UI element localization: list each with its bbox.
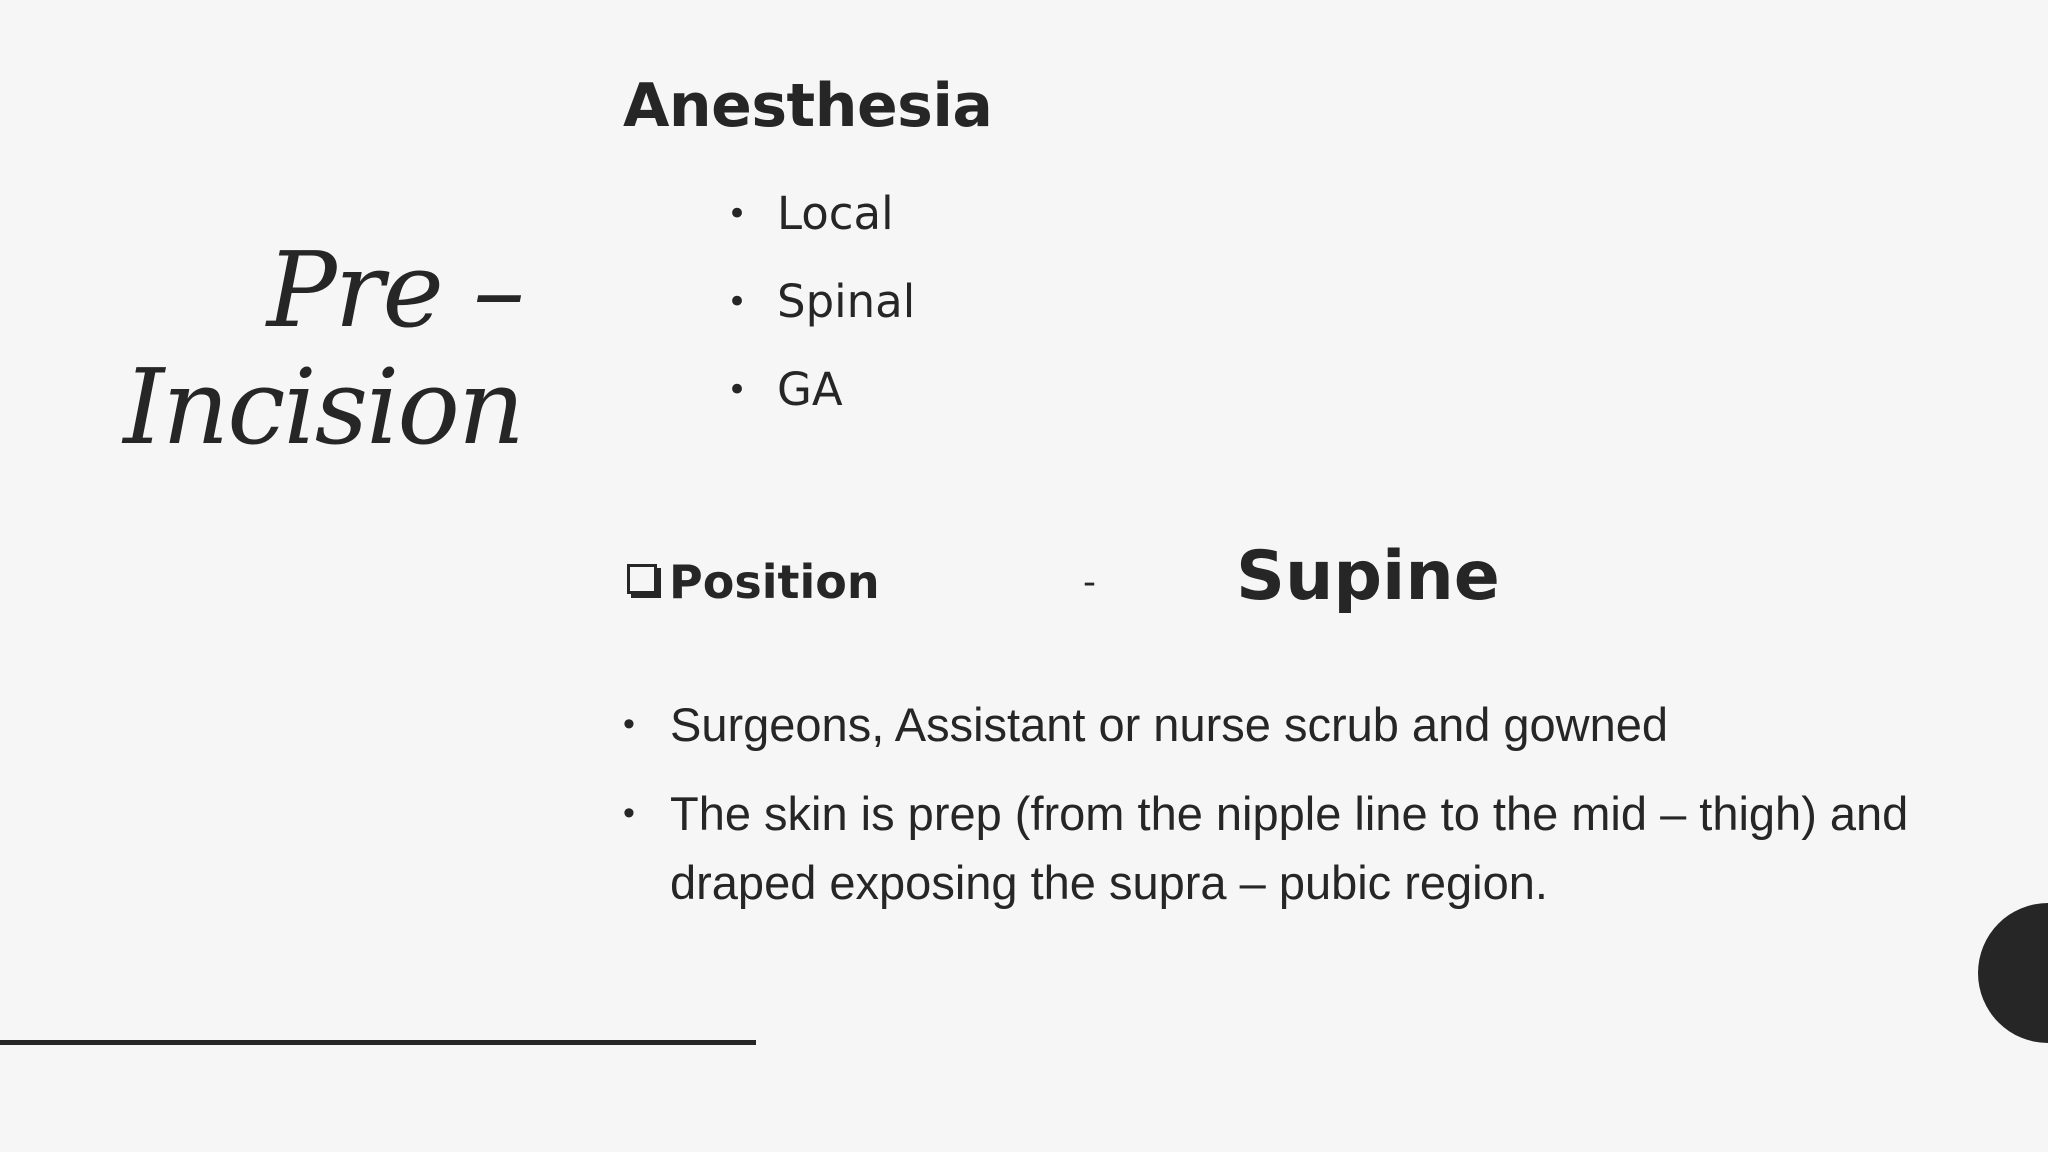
anesthesia-heading: Anesthesia: [623, 71, 993, 141]
anesthesia-item-spinal: Spinal: [777, 275, 916, 328]
steps-list: [623, 690, 1923, 937]
list-item: [727, 170, 915, 258]
step-skin-prep: The skin is prep (from the nipple line to the mid – thigh) and draped exposing the supra – pubic region.: [670, 787, 1909, 909]
slide-title: [83, 229, 523, 468]
anesthesia-item-ga: GA: [777, 363, 843, 416]
title-line-1: Pre –: [266, 229, 523, 351]
decorative-circle: [1978, 903, 2048, 1043]
bullet-icon: •: [623, 705, 635, 743]
position-row: [623, 537, 1523, 630]
position-value: Supine: [1236, 537, 1500, 616]
bullet-icon: •: [727, 194, 748, 234]
bullet-icon: •: [727, 370, 748, 410]
position-label: Position: [669, 555, 880, 609]
bullet-icon: •: [623, 794, 635, 832]
list-item: [623, 779, 1923, 917]
step-scrub: Surgeons, Assistant or nurse scrub and gowned: [670, 698, 1669, 751]
bullet-icon: •: [727, 282, 748, 322]
list-item: [727, 258, 915, 346]
anesthesia-item-local: Local: [777, 187, 894, 240]
divider-line: [0, 1040, 756, 1045]
anesthesia-list: [727, 170, 915, 434]
position-separator: -: [1083, 562, 1096, 603]
list-item: [727, 346, 915, 434]
checkbox-icon: [627, 564, 657, 594]
title-line-2: Incision: [123, 346, 523, 468]
list-item: [623, 690, 1923, 759]
